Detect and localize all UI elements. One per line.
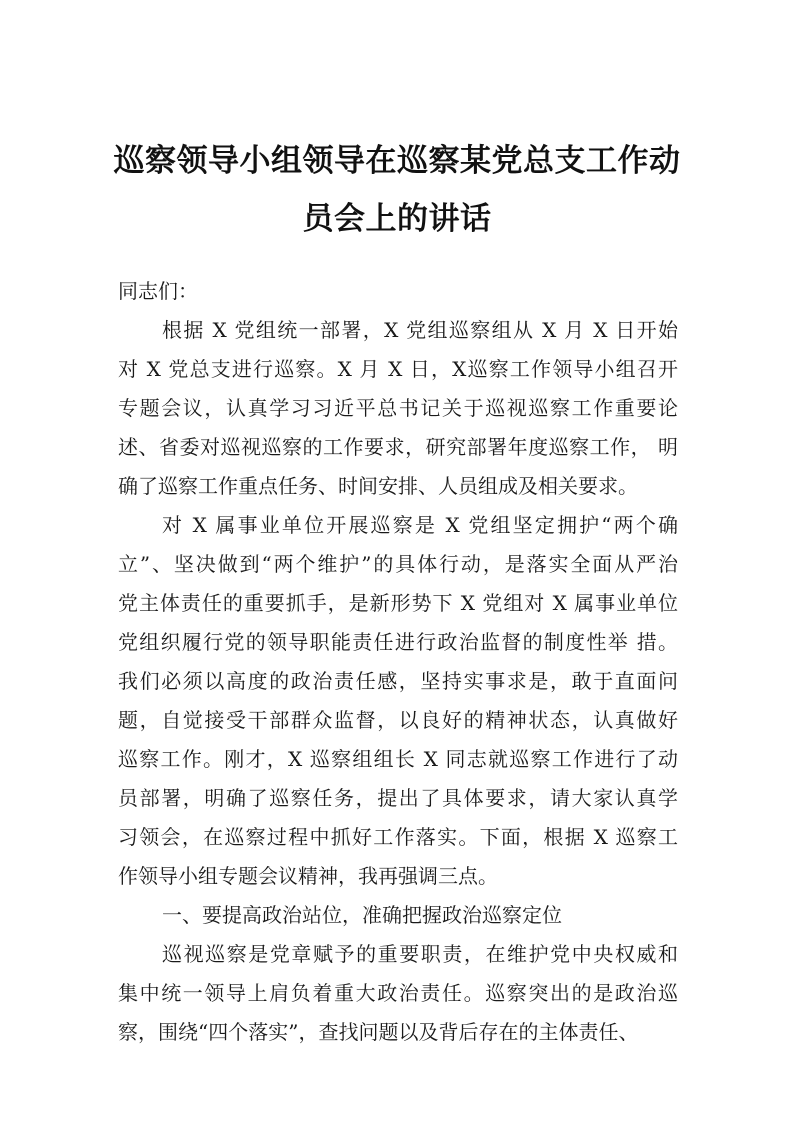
document-title-line-1: 巡察领导小组领导在巡察某党总支工作动 <box>113 143 681 179</box>
section-heading-1: 一、要提高政治站位，准确把握政治巡察定位 <box>162 903 562 927</box>
paragraph-2-line-5: 我们必须以高度的政治责任感，坚持实事求是，敢于直面问 <box>118 669 678 693</box>
paragraph-2-line-6: 题，自觉接受干部群众监督，以良好的精神状态，认真做好 <box>118 708 678 732</box>
paragraph-2-line-10: 作领导小组专题会议精神，我再强调三点。 <box>118 864 498 888</box>
paragraph-2-line-9: 习领会，在巡察过程中抓好工作落实。下面，根据 X 巡察工 <box>118 825 678 849</box>
document-title-line-2: 员会上的讲话 <box>302 201 492 237</box>
paragraph-3-line-1: 巡视巡察是党章赋予的重要职责，在维护党中央权威和 <box>162 942 678 966</box>
paragraph-1-line-1: 根据 X 党组统一部署，X 党组巡察组从 X 月 X 日开始 <box>162 318 678 342</box>
salutation: 同志们： <box>118 279 198 303</box>
paragraph-1-line-2: 对 X 党总支进行巡察。X 月 X 日，X巡察工作领导小组召开 <box>118 357 678 381</box>
paragraph-3-line-3: 察，围绕“四个落实”，查找问题以及背后存在的主体责任、 <box>118 1020 639 1044</box>
paragraph-2-line-4: 党组织履行党的领导职能责任进行政治监督的制度性举 措。 <box>118 630 678 654</box>
document-body <box>118 272 678 1052</box>
paragraph-2-line-2: 立”、坚决做到“两个维护”的具体行动，是落实全面从严治 <box>118 552 678 576</box>
paragraph-1-line-4: 述、省委对巡视巡察的工作要求，研究部署年度巡察工作， 明 <box>118 435 678 459</box>
paragraph-2-line-8: 员部署，明确了巡察任务，提出了具体要求，请大家认真学 <box>118 786 678 810</box>
paragraph-1-line-3: 专题会议，认真学习习近平总书记关于巡视巡察工作重要论 <box>118 396 678 420</box>
paragraph-1-line-5: 确了巡察工作重点任务、时间安排、人员组成及相关要求。 <box>118 474 638 498</box>
paragraph-3-line-2: 集中统一领导上肩负着重大政治责任。巡察突出的是政治巡 <box>118 981 678 1005</box>
paragraph-2-line-1: 对 X 属事业单位开展巡察是 X 党组坚定拥护“两个确 <box>162 513 678 537</box>
paragraph-2-line-3: 党主体责任的重要抓手，是新形势下 X 党组对 X 属事业单位 <box>118 591 678 615</box>
paragraph-2-line-7: 巡察工作。刚才，X 巡察组组长 X 同志就巡察工作进行了动 <box>118 747 678 771</box>
